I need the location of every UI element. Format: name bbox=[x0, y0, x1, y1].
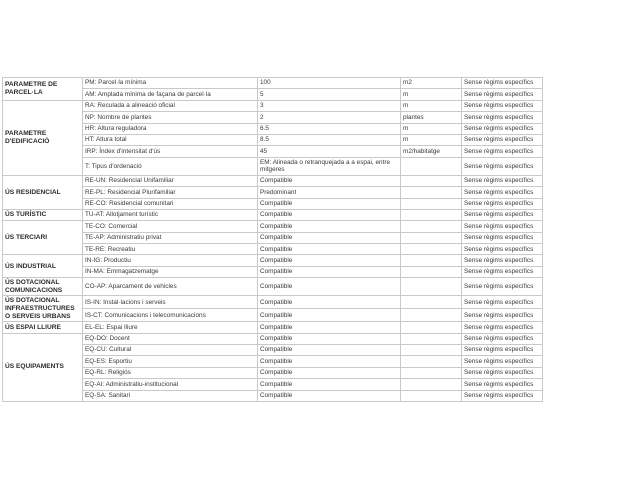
parameter-unit bbox=[401, 244, 462, 255]
parameter-regime: Sense règims específics bbox=[462, 134, 543, 145]
table-row bbox=[3, 146, 543, 157]
parameter-unit bbox=[401, 187, 462, 198]
parameter-value: Compatible bbox=[258, 296, 401, 309]
parameter-name: IS-IN: Instal·lacions i serveis bbox=[83, 296, 258, 309]
parameter-regime: Sense règims específics bbox=[462, 187, 543, 198]
parameter-name: NP: Nombre de plantes bbox=[83, 112, 258, 123]
parameter-regime: Sense règims específics bbox=[462, 367, 543, 378]
parameter-regime: Sense règims específics bbox=[462, 78, 543, 89]
parameters-table bbox=[2, 77, 543, 402]
parameter-unit bbox=[401, 379, 462, 390]
parameter-value: 100 bbox=[258, 78, 401, 89]
parameter-regime: Sense règims específics bbox=[462, 345, 543, 356]
table-row bbox=[3, 255, 543, 266]
parameter-unit bbox=[401, 221, 462, 232]
parameter-regime: Sense règims específics bbox=[462, 232, 543, 243]
table-row bbox=[3, 89, 543, 100]
category-label: PARAMETRE DE PARCEL·LA bbox=[3, 78, 83, 101]
parameter-unit bbox=[401, 232, 462, 243]
parameter-unit bbox=[401, 175, 462, 186]
parameter-regime: Sense règims específics bbox=[462, 255, 543, 266]
table-row bbox=[3, 134, 543, 145]
parameter-name: EQ-ES: Esportiu bbox=[83, 356, 258, 367]
parameter-value: Compatible bbox=[258, 333, 401, 344]
parameter-regime: Sense règims específics bbox=[462, 112, 543, 123]
parameter-name: IN-MA: Emmagatzematge bbox=[83, 266, 258, 277]
table-row bbox=[3, 175, 543, 186]
parameter-unit bbox=[401, 255, 462, 266]
table-row bbox=[3, 296, 543, 309]
parameter-name: RE-PL: Residencial Plurifamiliar bbox=[83, 187, 258, 198]
parameter-unit bbox=[401, 333, 462, 344]
category-label: ÚS TURÍSTIC bbox=[3, 209, 83, 220]
parameter-unit bbox=[401, 266, 462, 277]
category-label: ÚS TERCIARI bbox=[3, 221, 83, 255]
parameter-value: Compatible bbox=[258, 255, 401, 266]
parameter-unit bbox=[401, 198, 462, 209]
category-label: ÚS DOTACIONAL INFRAESTRUCTURES O SERVEIS URBANS bbox=[3, 296, 83, 322]
parameter-unit bbox=[401, 309, 462, 322]
category-label: ÚS INDUSTRIAL bbox=[3, 255, 83, 278]
parameter-name: HT: Altura total bbox=[83, 134, 258, 145]
parameter-unit bbox=[401, 296, 462, 309]
parameter-name: RA: Reculada a alineació oficial bbox=[83, 100, 258, 111]
parameter-regime: Sense règims específics bbox=[462, 278, 543, 296]
table-row bbox=[3, 266, 543, 277]
parameter-value: Compatible bbox=[258, 367, 401, 378]
table-row bbox=[3, 278, 543, 296]
parameter-value: Compatible bbox=[258, 322, 401, 333]
parameter-regime: Sense règims específics bbox=[462, 244, 543, 255]
parameter-unit bbox=[401, 157, 462, 175]
parameter-value: 5 bbox=[258, 89, 401, 100]
parameter-unit: m bbox=[401, 134, 462, 145]
parameter-regime: Sense règims específics bbox=[462, 146, 543, 157]
parameter-name: IS-CT: Comunicacions i telecomunicacions bbox=[83, 309, 258, 322]
parameter-value: EM: Alineada o retranquejada a a espai, entre mitgeres bbox=[258, 157, 401, 175]
category-label: ÚS EQUIPAMENTS bbox=[3, 333, 83, 401]
urban-parameters-sheet bbox=[2, 77, 533, 402]
parameter-name: EQ-CU: Cultural bbox=[83, 345, 258, 356]
parameter-unit: plantes bbox=[401, 112, 462, 123]
parameter-value: Compatible bbox=[258, 266, 401, 277]
parameter-regime: Sense règims específics bbox=[462, 89, 543, 100]
parameter-value: 2 bbox=[258, 112, 401, 123]
table-row bbox=[3, 309, 543, 322]
parameter-regime: Sense règims específics bbox=[462, 390, 543, 401]
parameter-name: PM: Parcel·la mínima bbox=[83, 78, 258, 89]
parameter-value: Compatible bbox=[258, 175, 401, 186]
parameter-unit bbox=[401, 322, 462, 333]
parameter-name: TE-CO: Comercial bbox=[83, 221, 258, 232]
table-row bbox=[3, 367, 543, 378]
parameter-name: TE-AP: Administratiu privat bbox=[83, 232, 258, 243]
category-label: ÚS ESPAI LLIURE bbox=[3, 322, 83, 333]
parameter-regime: Sense règims específics bbox=[462, 333, 543, 344]
parameter-value: Predominant bbox=[258, 187, 401, 198]
parameter-regime: Sense règims específics bbox=[462, 157, 543, 175]
parameter-regime: Sense règims específics bbox=[462, 379, 543, 390]
parameter-regime: Sense règims específics bbox=[462, 221, 543, 232]
parameter-value: 6.5 bbox=[258, 123, 401, 134]
table-row bbox=[3, 100, 543, 111]
parameter-regime: Sense règims específics bbox=[462, 100, 543, 111]
parameter-name: EQ-AI: Administratiu-institucional bbox=[83, 379, 258, 390]
table-row bbox=[3, 157, 543, 175]
parameter-value: Compatible bbox=[258, 198, 401, 209]
table-row bbox=[3, 333, 543, 344]
table-row bbox=[3, 356, 543, 367]
parameter-value: Compatible bbox=[258, 345, 401, 356]
parameter-regime: Sense règims específics bbox=[462, 356, 543, 367]
parameter-name: T: Tipus d'ordenació bbox=[83, 157, 258, 175]
table-row bbox=[3, 187, 543, 198]
table-row bbox=[3, 221, 543, 232]
parameter-regime: Sense règims específics bbox=[462, 266, 543, 277]
parameter-name: EQ-RL: Religiós bbox=[83, 367, 258, 378]
parameter-unit: m2 bbox=[401, 78, 462, 89]
parameter-unit: m bbox=[401, 100, 462, 111]
parameter-unit: m2/habitatge bbox=[401, 146, 462, 157]
parameter-regime: Sense règims específics bbox=[462, 322, 543, 333]
parameter-value: Compatible bbox=[258, 209, 401, 220]
parameter-name: TU-AT: Allotjament turístic bbox=[83, 209, 258, 220]
parameter-value: 8.5 bbox=[258, 134, 401, 145]
parameter-regime: Sense règims específics bbox=[462, 209, 543, 220]
parameter-unit bbox=[401, 356, 462, 367]
table-row bbox=[3, 209, 543, 220]
parameter-regime: Sense règims específics bbox=[462, 309, 543, 322]
parameter-name: RE-UN: Residencial Unifamiliar bbox=[83, 175, 258, 186]
parameter-value: 3 bbox=[258, 100, 401, 111]
parameter-name: EQ-DO: Docent bbox=[83, 333, 258, 344]
table-row bbox=[3, 345, 543, 356]
parameter-name: AM: Amplada mínima de façana de parcel·la bbox=[83, 89, 258, 100]
parameter-regime: Sense règims específics bbox=[462, 175, 543, 186]
parameter-value: Compatible bbox=[258, 356, 401, 367]
parameter-unit bbox=[401, 278, 462, 296]
parameter-name: TE-RE: Recreatiu bbox=[83, 244, 258, 255]
parameter-name: HR: Altura reguladora bbox=[83, 123, 258, 134]
category-label: ÚS RESIDENCIAL bbox=[3, 175, 83, 209]
table-row bbox=[3, 232, 543, 243]
parameter-name: EL-EL: Espai lliure bbox=[83, 322, 258, 333]
parameter-name: IRP: Índex d'intensitat d'ús bbox=[83, 146, 258, 157]
category-label: PARAMETRE D'EDIFICACIÓ bbox=[3, 100, 83, 175]
parameter-unit: m bbox=[401, 89, 462, 100]
table-row bbox=[3, 390, 543, 401]
table-row bbox=[3, 123, 543, 134]
parameter-name: EQ-SA: Sanitari bbox=[83, 390, 258, 401]
parameter-value: Compatible bbox=[258, 390, 401, 401]
parameter-value: Compatible bbox=[258, 379, 401, 390]
parameter-regime: Sense règims específics bbox=[462, 123, 543, 134]
parameter-unit bbox=[401, 209, 462, 220]
parameter-value: Compatible bbox=[258, 309, 401, 322]
table-row bbox=[3, 198, 543, 209]
parameter-unit bbox=[401, 367, 462, 378]
table-row bbox=[3, 244, 543, 255]
table-row bbox=[3, 379, 543, 390]
parameter-regime: Sense règims específics bbox=[462, 198, 543, 209]
parameter-value: Compatible bbox=[258, 221, 401, 232]
parameter-value: 45 bbox=[258, 146, 401, 157]
category-label: ÚS DOTACIONAL COMUNICACIONS bbox=[3, 278, 83, 296]
table-row bbox=[3, 112, 543, 123]
parameter-regime: Sense règims específics bbox=[462, 296, 543, 309]
parameter-name: IN-IG: Productiu bbox=[83, 255, 258, 266]
parameter-value: Compatible bbox=[258, 278, 401, 296]
parameter-unit: m bbox=[401, 123, 462, 134]
table-row bbox=[3, 78, 543, 89]
parameter-name: RE-CO: Residencial comunitari bbox=[83, 198, 258, 209]
parameter-value: Compatible bbox=[258, 244, 401, 255]
table-row bbox=[3, 322, 543, 333]
parameter-name: CO-AP: Aparcament de vehicles bbox=[83, 278, 258, 296]
parameter-unit bbox=[401, 390, 462, 401]
parameter-value: Compatible bbox=[258, 232, 401, 243]
parameter-unit bbox=[401, 345, 462, 356]
